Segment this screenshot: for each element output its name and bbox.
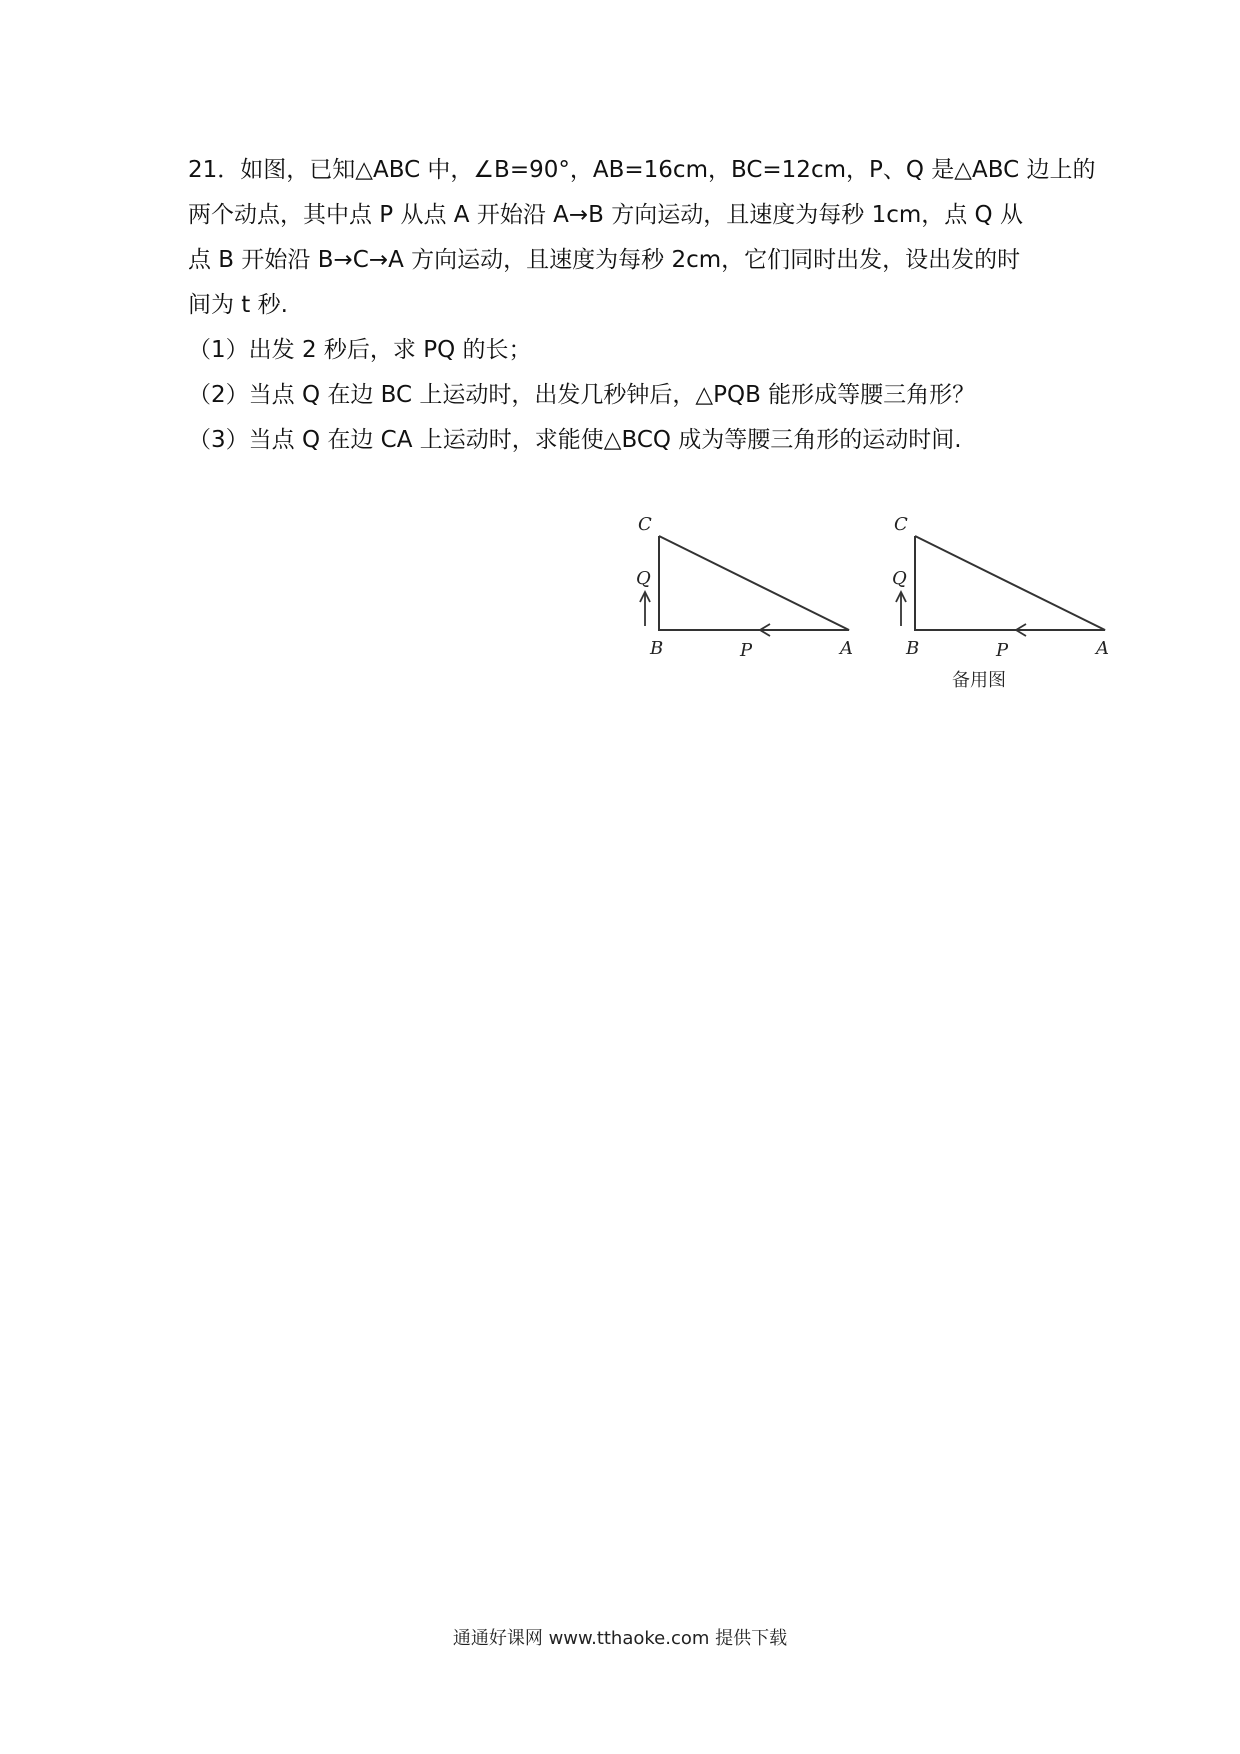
label-c: C: [638, 514, 652, 535]
sub-question-2: （2）当点 Q 在边 BC 上运动时，出发几秒钟后，△PQB 能形成等腰三角形？: [188, 382, 976, 408]
problem-line-4: 间为 t 秒.: [188, 292, 288, 318]
label-b: B: [650, 638, 664, 659]
label-b: B: [906, 638, 920, 659]
label-p: P: [996, 640, 1009, 661]
label-q: Q: [892, 568, 907, 589]
triangle-figure-main: [636, 510, 876, 700]
label-q: Q: [636, 568, 651, 589]
figure-caption: 备用图: [952, 670, 1006, 691]
label-a: A: [1096, 638, 1109, 659]
problem-line-1: 21．如图，已知△ABC 中，∠B=90°，AB=16cm，BC=12cm，P、Q 是△ABC 边上的: [188, 157, 1096, 183]
triangle-figure-spare-svg: [892, 510, 1132, 700]
triangle-abc: [915, 536, 1105, 630]
triangle-abc: [659, 536, 849, 630]
label-a: A: [840, 638, 853, 659]
label-c: C: [894, 514, 908, 535]
problem-statement: [188, 148, 1096, 328]
sub-question-1: （1）出发 2 秒后，求 PQ 的长；: [188, 337, 532, 363]
problem-line-2: 两个动点，其中点 P 从点 A 开始沿 A→B 方向运动，且速度为每秒 1cm，点 Q 从: [188, 202, 1023, 228]
sub-question-3: （3）当点 Q 在边 CA 上运动时，求能使△BCQ 成为等腰三角形的运动时间.: [188, 427, 962, 453]
problem-line-3: 点 B 开始沿 B→C→A 方向运动，且速度为每秒 2cm，它们同时出发，设出发的时: [188, 247, 1021, 273]
page-footer: 通通好课网 www.tthaoke.com 提供下载: [452, 1628, 788, 1649]
label-p: P: [740, 640, 753, 661]
triangle-figure-spare: [892, 510, 1132, 700]
triangle-figure-main-svg: [636, 510, 876, 700]
